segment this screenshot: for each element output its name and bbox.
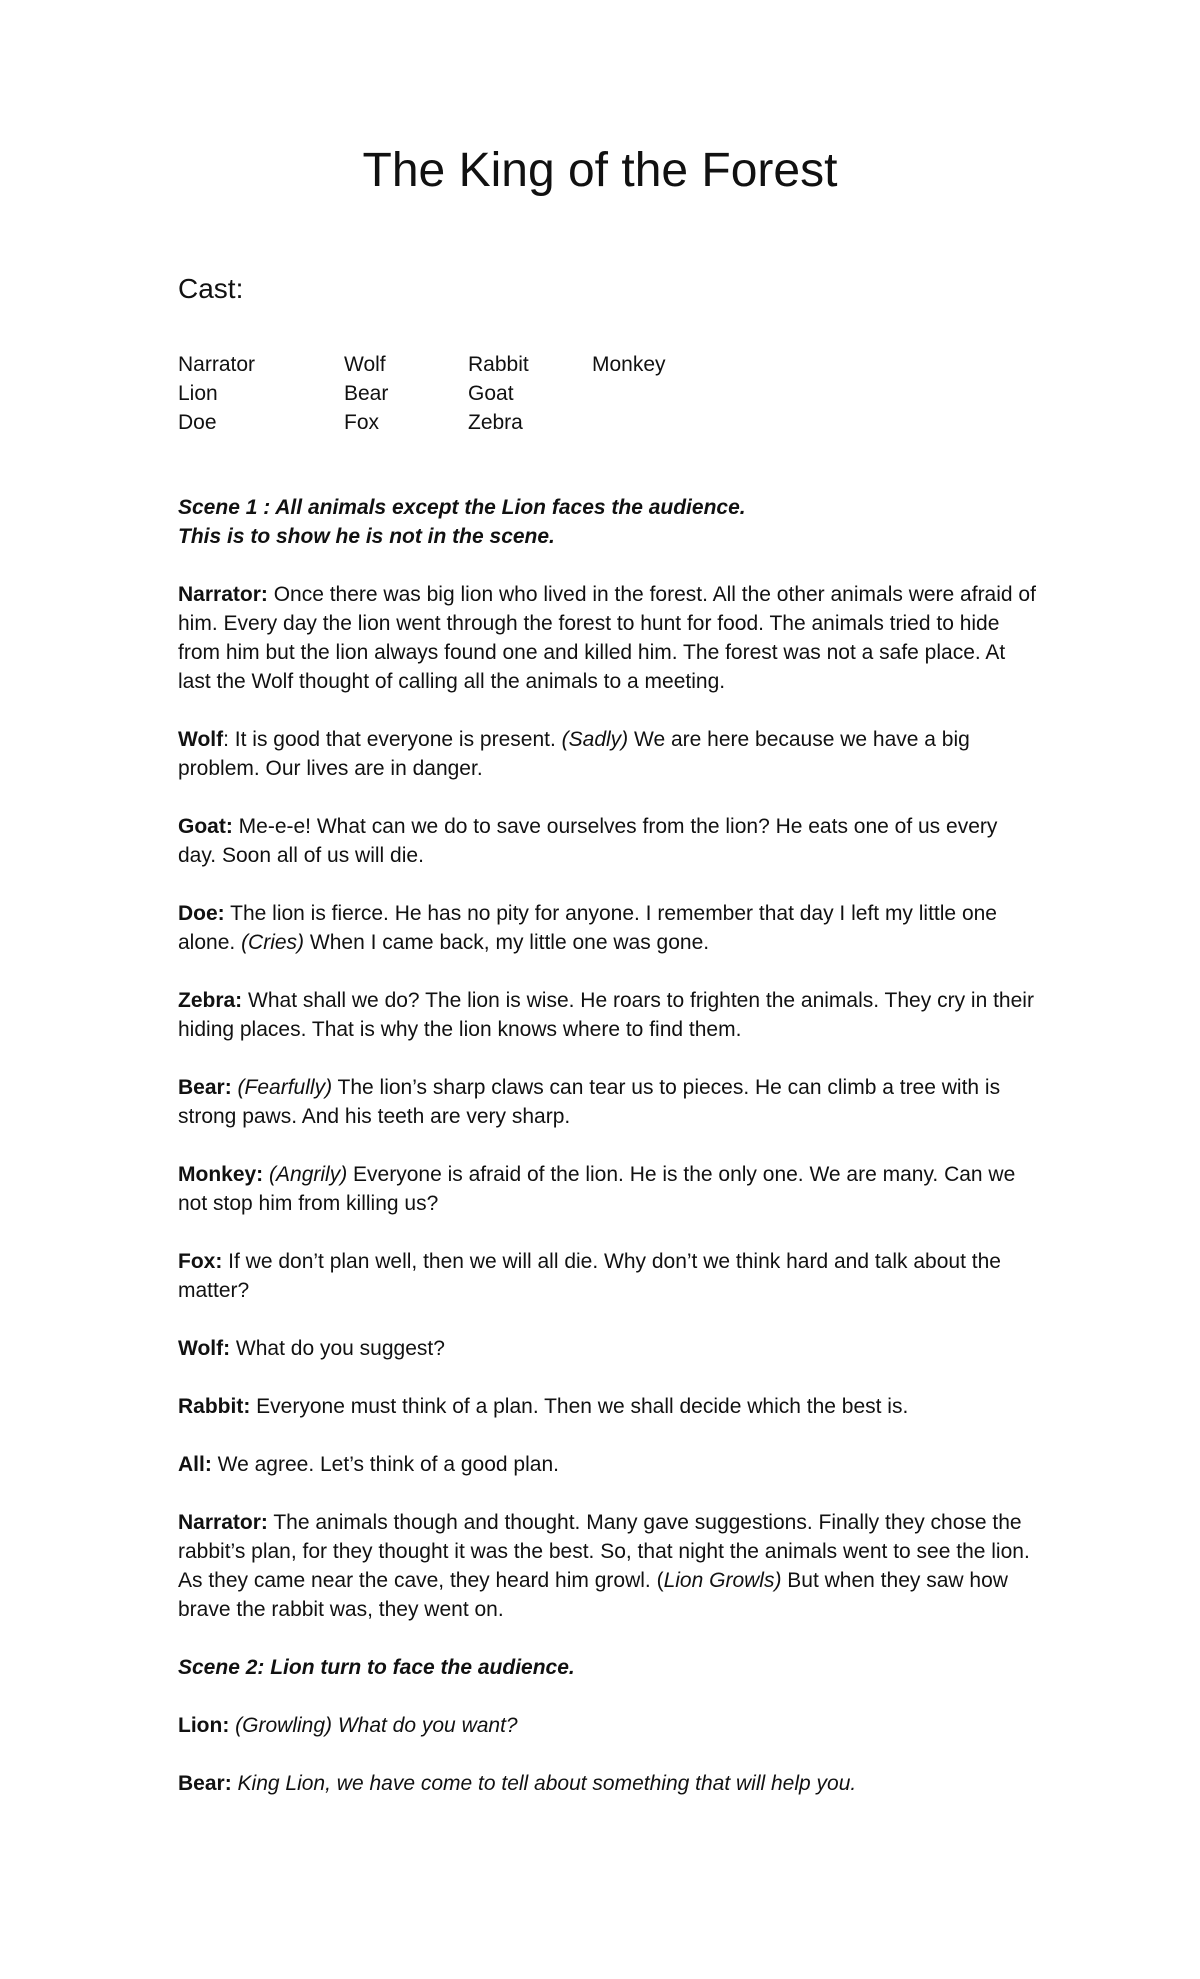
speaker-name: Fox: — [178, 1249, 223, 1273]
document-title: The King of the Forest — [362, 144, 838, 197]
dialogue-line — [178, 812, 1038, 870]
dialogue-text: (Growling) What do you want? — [229, 1713, 518, 1737]
speaker-name: Bear: — [178, 1075, 232, 1099]
dialogue-line — [178, 1508, 1038, 1624]
dialogue-text: The animals though and thought. Many gave suggestions. Finally they chose the rabbit’s plan, for they thought it was the best. So, that night the animals went to see the lion. As they came near the cave, they heard him growl. ( — [178, 1510, 1030, 1592]
cast-list — [178, 350, 1038, 437]
dialogue-text: Me-e-e! What can we do to save ourselves from the lion? He eats one of us every day. Soon all of us will die. — [178, 814, 998, 867]
cast-member: Rabbit — [468, 352, 529, 376]
scene-2-heading: Scene 2: Lion turn to face the audience. — [178, 1655, 575, 1679]
stage-direction: Lion Growls) — [663, 1568, 782, 1592]
cast-member: Goat — [468, 381, 514, 405]
stage-direction: (Fearfully) — [237, 1075, 333, 1099]
stage-direction: (Sadly) — [561, 727, 629, 751]
document-body — [178, 272, 1038, 1827]
dialogue-line — [178, 1450, 1038, 1479]
dialogue-line — [178, 1160, 1038, 1218]
scene-1-line-2: This is to show he is not in the scene. — [178, 524, 555, 548]
dialogue-line — [178, 1073, 1038, 1131]
speaker-name: Lion: — [178, 1713, 230, 1737]
speaker-name: Zebra: — [178, 988, 243, 1012]
speaker-name: Monkey: — [178, 1162, 264, 1186]
dialogue-line — [178, 1392, 1038, 1421]
dialogue-text: : It is good that everyone is present. — [223, 727, 562, 751]
dialogue-text: We are here because we have a big problem. Our lives are in danger. — [178, 727, 970, 780]
speaker-name: Wolf — [178, 727, 224, 751]
cast-member: Doe — [178, 410, 217, 434]
dialogue-text: We agree. Let’s think of a good plan. — [211, 1452, 559, 1476]
stage-direction: (Angrily) — [269, 1162, 348, 1186]
speaker-name: Narrator: — [178, 582, 268, 606]
dialogue-line — [178, 986, 1038, 1044]
dialogue-text: Everyone is afraid of the lion. He is the only one. We are many. Can we not stop him from killing us? — [178, 1162, 1016, 1215]
cast-member: Narrator — [178, 352, 256, 376]
speaker-name: Wolf: — [178, 1336, 231, 1360]
cast-heading: Cast: — [178, 273, 244, 304]
dialogue-text: Once there was big lion who lived in the forest. All the other animals were afraid of him. Every day the lion went through the forest to hunt for food. The animals tried to hide from him but the lion always found one and killed him. The forest was not a safe place. At last the Wolf thought of calling all the animals to a meeting. — [178, 582, 1036, 693]
scene-1-line-1: Scene 1 : All animals except the Lion faces the audience. — [178, 495, 746, 519]
dialogue-line — [178, 1247, 1038, 1305]
dialogue-text: What do you suggest? — [230, 1336, 445, 1360]
dialogue-text: What shall we do? The lion is wise. He roars to frighten the animals. They cry in their hiding places. That is why the lion knows where to find them. — [178, 988, 1034, 1041]
speaker-name: Narrator: — [178, 1510, 268, 1534]
dialogue-text: But when they saw how brave the rabbit was, they went on. — [178, 1568, 1008, 1621]
cast-member — [592, 379, 716, 408]
speaker-name: Rabbit: — [178, 1394, 251, 1418]
dialogue-line — [178, 1334, 1038, 1363]
dialogue-text: If we don’t plan well, then we will all die. Why don’t we think hard and talk about the matter? — [178, 1249, 1001, 1302]
dialogue-text: The lion’s sharp claws can tear us to pieces. He can climb a tree with is strong paws. And his teeth are very sharp. — [178, 1075, 1001, 1128]
cast-member: Bear — [344, 381, 389, 405]
dialogue-line — [178, 580, 1038, 696]
speaker-name: Goat: — [178, 814, 233, 838]
dialogue-line — [178, 899, 1038, 957]
stage-direction: (Cries) — [241, 930, 305, 954]
cast-member — [592, 408, 716, 437]
cast-member: Zebra — [468, 410, 523, 434]
dialogue-text: The lion is fierce. He has no pity for anyone. I remember that day I left my little one alone. — [178, 901, 997, 954]
cast-member: Fox — [344, 410, 380, 434]
scene-1-heading — [178, 493, 1038, 551]
dialogue-line — [178, 1711, 1038, 1740]
speaker-name: Bear: — [178, 1771, 232, 1795]
speaker-name: Doe: — [178, 901, 225, 925]
dialogue-text: King Lion, we have come to tell about something that will help you. — [231, 1771, 857, 1795]
dialogue-line — [178, 1769, 1038, 1798]
dialogue-line — [178, 725, 1038, 783]
speaker-name: All: — [178, 1452, 212, 1476]
dialogue-text: Everyone must think of a plan. Then we shall decide which the best is. — [250, 1394, 909, 1418]
cast-member: Monkey — [592, 352, 666, 376]
cast-member: Wolf — [344, 352, 386, 376]
dialogue-text: When I came back, my little one was gone. — [304, 930, 710, 954]
cast-member: Lion — [178, 381, 218, 405]
